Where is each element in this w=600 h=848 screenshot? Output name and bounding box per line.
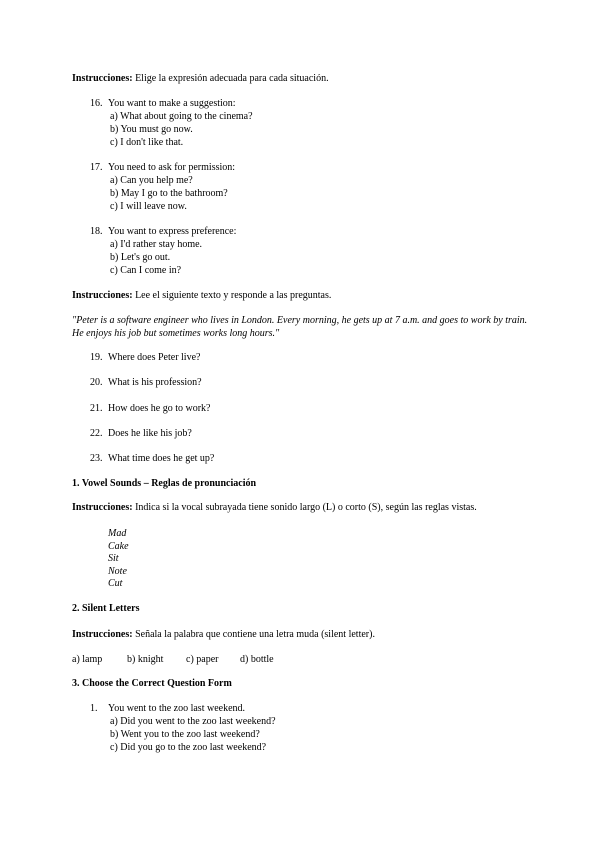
question-17-option-c: c) I will leave now. [110,201,187,212]
question-19-number: 19. [90,352,103,363]
question-23-text: What time does he get up? [108,453,215,464]
question-18-number: 18. [90,226,103,237]
question-18-option-a: a) I'd rather stay home. [110,239,203,250]
vowel-word: Sit [108,553,119,564]
question-22-number: 22. [90,428,103,439]
silent-option-c: c) paper [186,654,219,665]
question-23-number: 23. [90,453,103,464]
question-22-text: Does he like his job? [108,428,192,439]
question-18-option-b: b) Let's go out. [110,252,171,263]
question-17-option-a: a) Can you help me? [110,175,193,186]
vowel-instructions-text: Indica si la vocal subrayada tiene sonido largo (L) o corto (S), según las reglas vistas. [132,502,477,513]
reading-passage: "Peter is a software engineer who lives in London. Every morning, he gets up at 7 a.m. and goes to work by train. He enjoys his job but sometimes works long hours." [72,315,528,339]
silent-instructions-label: Instrucciones: [72,629,133,640]
question-17-prompt: You need to ask for permission: [108,162,236,173]
question-17-option-b: b) May I go to the bathroom? [110,188,228,199]
question-19-text: Where does Peter live? [108,352,201,363]
question-form-1-option-c: c) Did you go to the zoo last weekend? [110,742,267,753]
silent-option-d: d) bottle [240,654,274,665]
vowel-instructions [72,502,477,514]
question-17-number: 17. [90,162,103,173]
question-form-1-number: 1. [90,703,98,714]
question-form-1-option-a: a) Did you went to the zoo last weekend? [110,716,276,727]
silent-option-b: b) knight [127,654,164,665]
question-20-text: What is his profession? [108,377,202,388]
question-21-number: 21. [90,403,103,414]
vowel-sounds-heading: 1. Vowel Sounds – Reglas de pronunciación [72,478,257,489]
reading-instructions [72,290,331,302]
silent-instructions-text: Señala la palabra que contiene una letra muda (silent letter). [132,629,375,640]
mc-instructions-text: Elige la expresión adecuada para cada situación. [132,73,329,84]
question-21-text: How does he go to work? [108,403,211,414]
reading-instructions-text: Lee el siguiente texto y responde a las preguntas. [132,290,332,301]
silent-instructions [72,629,375,641]
question-18-prompt: You want to express preference: [108,226,237,237]
vowel-word: Note [108,566,127,577]
question-16-option-c: c) I don't like that. [110,137,184,148]
vowel-word: Mad [108,528,127,539]
silent-letters-heading: 2. Silent Letters [72,603,140,614]
vowel-instructions-label: Instrucciones: [72,502,133,513]
question-20-number: 20. [90,377,103,388]
vowel-word: Cake [108,541,129,552]
question-16-number: 16. [90,98,103,109]
vowel-word: Cut [108,578,123,589]
question-form-1-option-b: b) Went you to the zoo last weekend? [110,729,260,740]
question-16-option-a: a) What about going to the cinema? [110,111,253,122]
question-16-prompt: You want to make a suggestion: [108,98,236,109]
question-16-option-b: b) You must go now. [110,124,193,135]
silent-option-a: a) lamp [72,654,103,665]
question-form-1-prompt: You went to the zoo last weekend. [108,703,246,714]
reading-instructions-label: Instrucciones: [72,290,133,301]
question-18-option-c: c) Can I come in? [110,265,182,276]
question-form-heading: 3. Choose the Correct Question Form [72,678,232,689]
mc-instructions-label: Instrucciones: [72,73,133,84]
mc-instructions [72,73,329,85]
